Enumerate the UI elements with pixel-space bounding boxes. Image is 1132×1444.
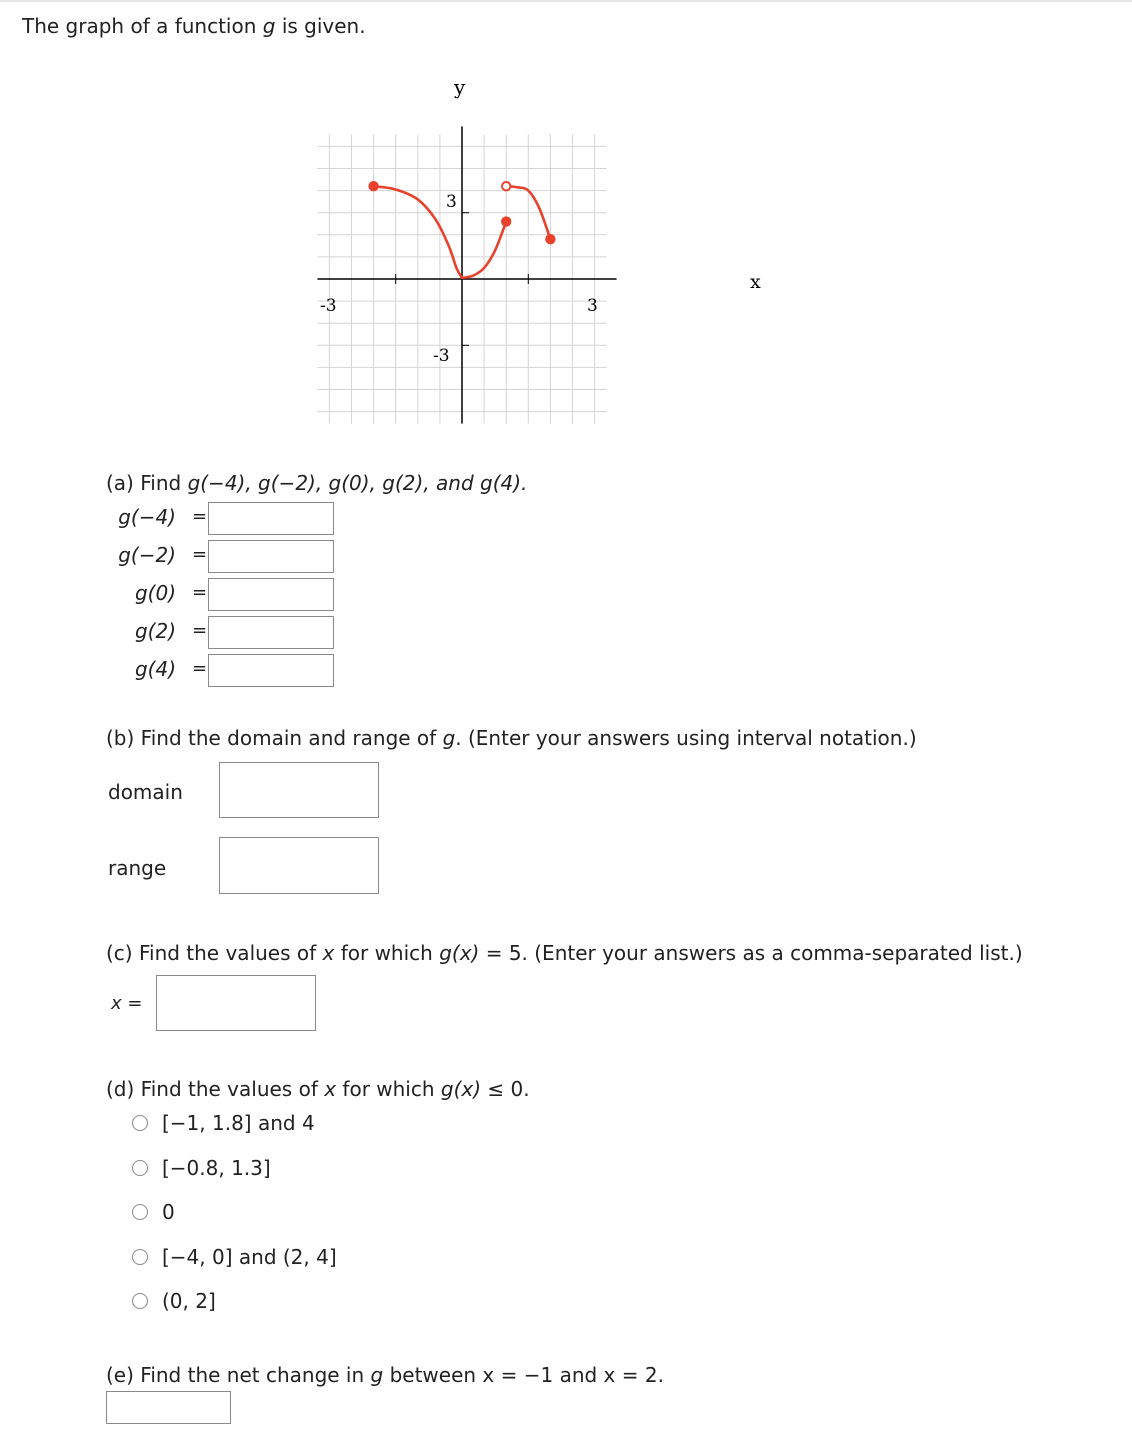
option-4-label: [−4, 0] and (2, 4] [162, 1245, 337, 1269]
equals-sign: = [192, 658, 208, 679]
part-b-prompt-text: (b) Find the domain and range of [106, 726, 443, 750]
problem-intro [22, 14, 366, 38]
domain-input[interactable] [219, 762, 379, 818]
part-c-prompt-mid: for which [334, 941, 440, 965]
part-d-prompt [106, 1077, 530, 1101]
tick-label-x-pos: 3 [587, 296, 598, 316]
option-1-label: [−1, 1.8] and 4 [162, 1111, 315, 1135]
g-2-input[interactable] [208, 616, 334, 649]
axes [317, 126, 616, 423]
g-0-input[interactable] [208, 578, 334, 611]
function-graph [180, 70, 780, 460]
g-neg4-label: g(−4) [118, 505, 176, 529]
part-e-prompt-text: (e) Find the net change in [106, 1363, 371, 1387]
option-3[interactable] [132, 1197, 175, 1227]
equals-sign: = [192, 544, 208, 565]
part-d-var-x: x [324, 1077, 337, 1101]
g-neg2-label: g(−2) [118, 543, 176, 567]
option-3-label: 0 [162, 1200, 175, 1224]
option-1[interactable] [132, 1108, 315, 1138]
part-e-prompt-post: between x = −1 and x = 2. [383, 1363, 664, 1387]
g-neg4-input[interactable] [208, 502, 334, 535]
option-5[interactable] [132, 1286, 216, 1316]
equals-sign: = [192, 506, 208, 527]
part-b-prompt [106, 726, 917, 750]
radio-circle[interactable] [132, 1160, 148, 1176]
radio-circle[interactable] [132, 1293, 148, 1309]
option-2-label: [−0.8, 1.3] [162, 1156, 271, 1180]
g-neg2-input[interactable] [208, 540, 334, 573]
closed-endpoint [546, 235, 554, 243]
part-d-prompt-post: ≤ 0. [481, 1077, 530, 1101]
part-a-prompt-text: (a) Find [106, 471, 188, 495]
x-axis-label: x [750, 271, 761, 293]
part-d-prompt-text: (d) Find the values of [106, 1077, 325, 1101]
range-input[interactable] [219, 837, 379, 894]
option-2[interactable] [132, 1153, 271, 1183]
intro-var: g [262, 14, 276, 38]
open-endpoint [502, 182, 510, 190]
g-0-label: g(0) [134, 581, 176, 605]
closed-endpoint [369, 182, 377, 190]
option-5-label: (0, 2] [162, 1289, 216, 1313]
equals-sign: = [192, 620, 208, 641]
part-c-prompt-post: = 5. (Enter your answers as a comma-separated list.) [479, 941, 1023, 965]
part-c-prompt-text: (c) Find the values of [106, 941, 323, 965]
y-axis-label: y [454, 75, 466, 99]
part-a-prompt [106, 471, 527, 495]
part-d-gx: g(x) [440, 1077, 482, 1101]
part-d-prompt-mid: for which [336, 1077, 441, 1101]
tick-label-y-neg: -3 [433, 346, 450, 366]
closed-endpoint [502, 217, 510, 225]
part-e-var: g [370, 1363, 384, 1387]
option-4[interactable] [132, 1242, 337, 1272]
intro-text: The graph of a function [22, 14, 263, 38]
top-divider [0, 0, 1132, 2]
part-c-gx: g(x) [439, 941, 480, 965]
part-c-prompt [106, 941, 1023, 965]
part-b-var: g [442, 726, 456, 750]
g-4-label: g(4) [134, 657, 176, 681]
domain-label: domain [108, 780, 183, 804]
part-c-var-x: x [322, 941, 335, 965]
radio-circle[interactable] [132, 1115, 148, 1131]
tick-label-x-neg: -3 [320, 296, 337, 316]
intro-text-post: is given. [275, 14, 366, 38]
x-equals-label: x = [111, 993, 143, 1014]
g-4-input[interactable] [208, 654, 334, 687]
equals-sign: = [192, 582, 208, 603]
part-b-prompt-post: . (Enter your answers using interval notation.) [455, 726, 917, 750]
tick-label-y-pos: 3 [446, 192, 457, 212]
x-values-input[interactable] [156, 975, 316, 1031]
g-2-label: g(2) [134, 619, 176, 643]
part-a-prompt-list: g(−4), g(−2), g(0), g(2), and g(4). [187, 471, 528, 495]
range-label: range [108, 856, 167, 880]
net-change-input[interactable] [106, 1391, 231, 1424]
part-e-prompt [106, 1363, 664, 1387]
radio-circle[interactable] [132, 1249, 148, 1265]
radio-circle[interactable] [132, 1204, 148, 1220]
